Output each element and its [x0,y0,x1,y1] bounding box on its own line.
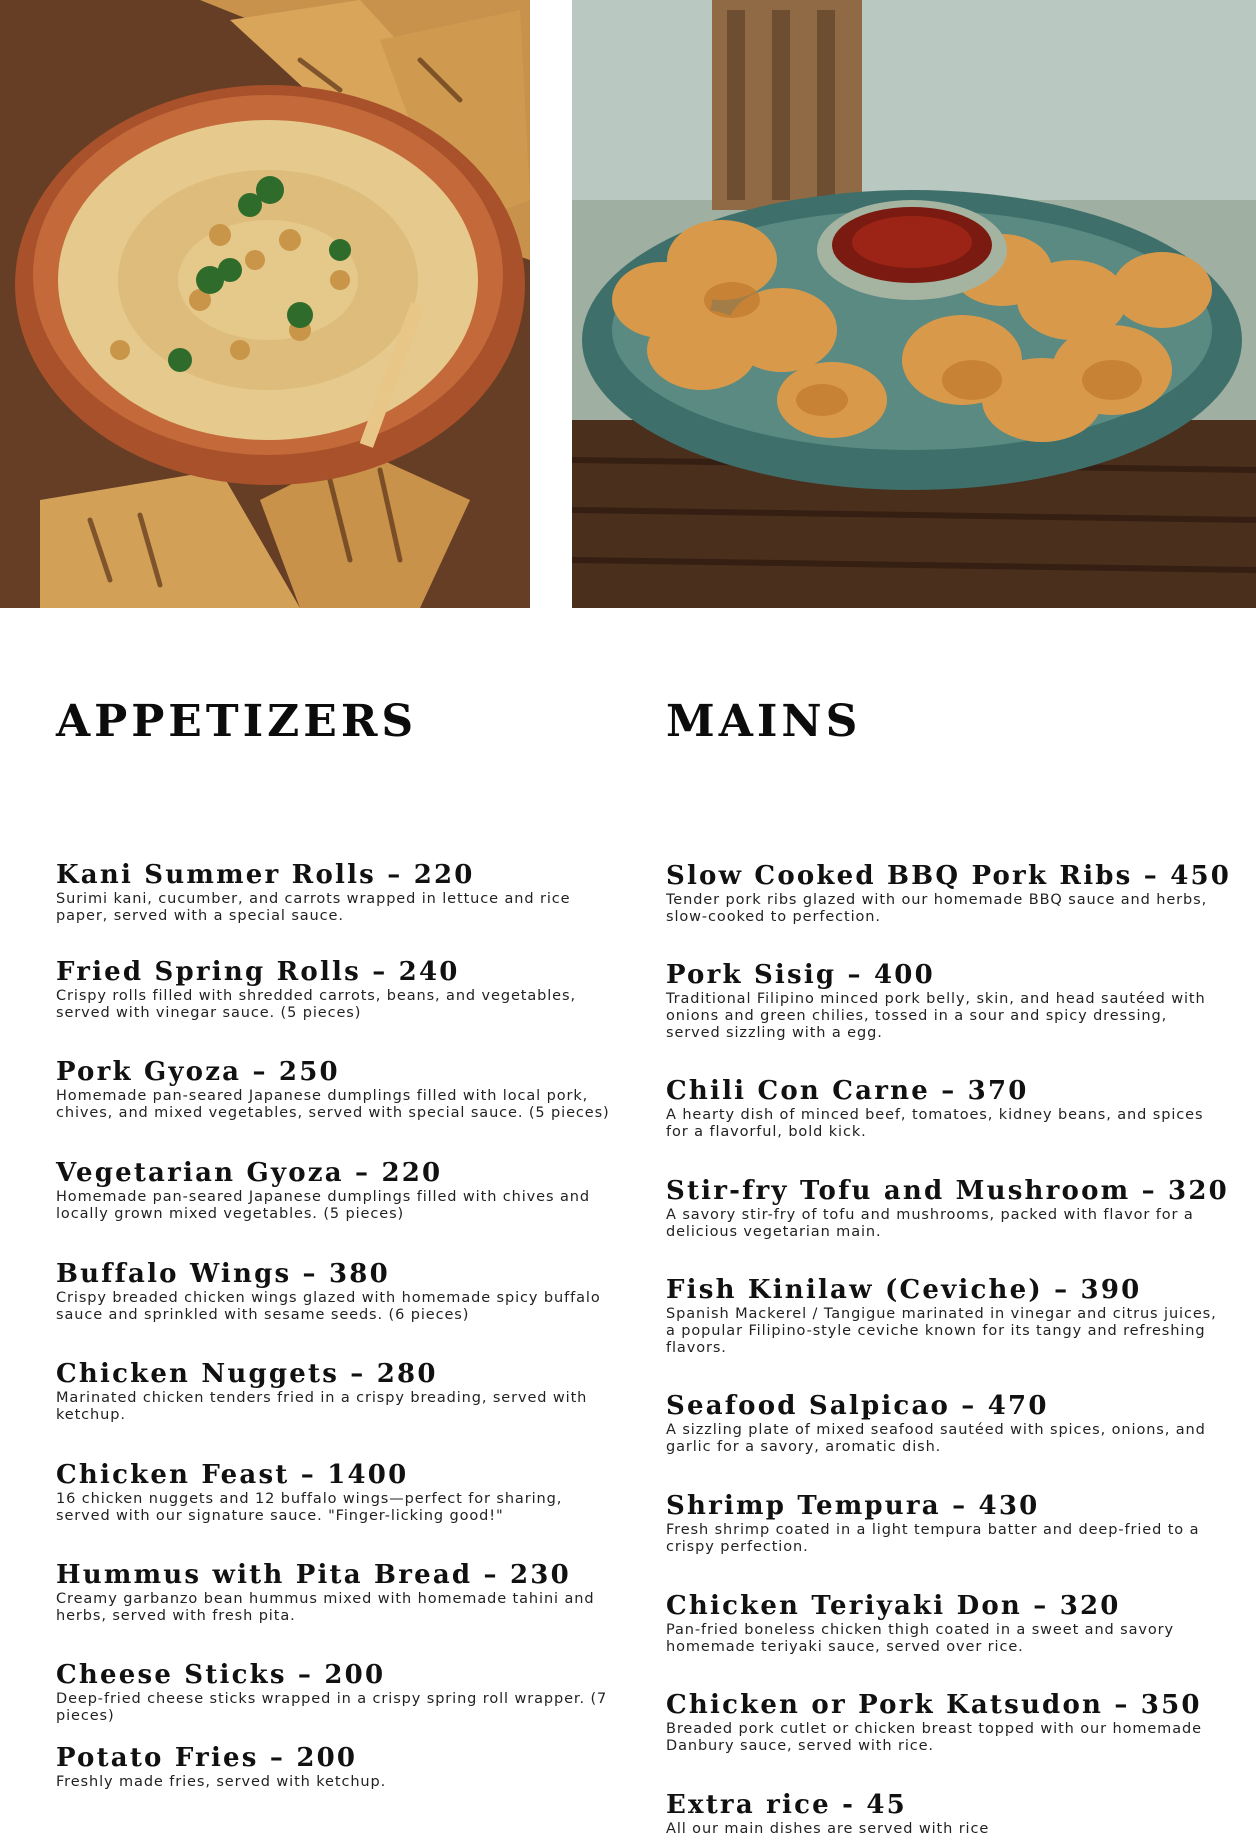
menu-item [666,1175,1229,1241]
menu-item [56,1742,616,1791]
item-description: Traditional Filipino minced pork belly, skin, and head sautéed with onions and green chilies, tossed in a sour and spicy dressing, served sizzling with a egg. [666,991,1206,1041]
menu-item [666,1390,1226,1456]
menu-item [666,1075,1226,1141]
item-name: Extra rice - 45 [666,1790,907,1820]
item-name: Chicken or Pork Katsudon – 350 [666,1690,1202,1720]
menu-item [56,1157,616,1223]
menu-item [56,859,616,925]
item-name: Chicken Nuggets – 280 [56,1359,438,1389]
item-name: Seafood Salpicao – 470 [666,1391,1049,1421]
item-description: A hearty dish of minced beef, tomatoes, kidney beans, and spices for a flavorful, bold kick. [666,1107,1204,1140]
menu-item [56,1459,616,1525]
item-name: Fried Spring Rolls – 240 [56,957,460,987]
item-description: 16 chicken nuggets and 12 buffalo wings—perfect for sharing, served with our signature sauce. "Finger-licking good!" [56,1491,563,1524]
item-name: Stir-fry Tofu and Mushroom – 320 [666,1176,1229,1206]
item-description: Fresh shrimp coated in a light tempura batter and deep-fried to a crispy perfection. [666,1522,1200,1555]
item-name: Slow Cooked BBQ Pork Ribs – 450 [666,861,1232,891]
item-description: Spanish Mackerel / Tangigue marinated in vinegar and citrus juices, a popular Filipino-style ceviche known for its tangy and refreshing flavors. [666,1306,1217,1356]
item-name: Potato Fries – 200 [56,1743,358,1773]
item-description: Homemade pan-seared Japanese dumplings filled with local pork, chives, and mixed vegetables, served with special sauce. (5 pieces) [56,1088,610,1121]
appetizers-heading: APPETIZERS [56,696,418,747]
fried-platter-photo [572,0,1256,608]
item-description: Deep-fried cheese sticks wrapped in a crispy spring roll wrapper. (7 pieces) [56,1691,608,1724]
item-name: Cheese Sticks – 200 [56,1660,386,1690]
item-description: A sizzling plate of mixed seafood sautéed with spices, onions, and garlic for a savory, aromatic dish. [666,1422,1206,1455]
item-description: Breaded pork cutlet or chicken breast topped with our homemade Danbury sauce, served with rice. [666,1721,1202,1754]
item-description: Tender pork ribs glazed with our homemade BBQ sauce and herbs, slow-cooked to perfection. [666,892,1208,925]
mains-section [666,690,1232,1837]
menu-item [56,1056,616,1122]
item-name: Chicken Feast – 1400 [56,1460,409,1490]
item-description: All our main dishes are served with rice [666,1821,990,1837]
item-description: Freshly made fries, served with ketchup. [56,1774,387,1790]
item-name: Buffalo Wings – 380 [56,1259,390,1289]
item-description: Surimi kani, cucumber, and carrots wrapped in lettuce and rice paper, served with a special sauce. [56,891,571,924]
hummus-photo [0,0,530,608]
menu-item [56,1258,616,1324]
item-name: Chili Con Carne – 370 [666,1076,1029,1106]
item-description: Marinated chicken tenders fried in a crispy breading, served with ketchup. [56,1390,588,1423]
item-name: Vegetarian Gyoza – 220 [56,1158,443,1188]
menu-item [666,1590,1226,1656]
menu-item [56,956,616,1022]
item-name: Pork Gyoza – 250 [56,1057,340,1087]
item-name: Shrimp Tempura – 430 [666,1491,1040,1521]
item-name: Kani Summer Rolls – 220 [56,860,475,890]
appetizers-section [56,690,616,1790]
menu-item [56,1559,616,1625]
item-description: Crispy rolls filled with shredded carrots, beans, and vegetables, served with vinegar sauce. (5 pieces) [56,988,576,1021]
menu-item [666,1490,1226,1556]
mains-heading: MAINS [666,696,862,747]
item-name: Pork Sisig – 400 [666,960,935,990]
menu-item [666,1274,1226,1357]
menu-item [666,1689,1226,1755]
menu-item [666,1789,1226,1838]
item-name: Hummus with Pita Bread – 230 [56,1560,571,1590]
menu-item [56,1659,616,1725]
menu-item [56,1358,616,1424]
item-description: Crispy breaded chicken wings glazed with homemade spicy buffalo sauce and sprinkled with sesame seeds. (6 pieces) [56,1290,601,1323]
item-description: Creamy garbanzo bean hummus mixed with homemade tahini and herbs, served with fresh pita. [56,1591,595,1624]
item-name: Chicken Teriyaki Don – 320 [666,1591,1121,1621]
item-description: Homemade pan-seared Japanese dumplings filled with chives and locally grown mixed vegetables. (5 pieces) [56,1189,590,1222]
item-name: Fish Kinilaw (Ceviche) – 390 [666,1275,1142,1305]
item-description: A savory stir-fry of tofu and mushrooms, packed with flavor for a delicious vegetarian main. [666,1207,1194,1240]
item-description: Pan-fried boneless chicken thigh coated in a sweet and savory homemade teriyaki sauce, served over rice. [666,1622,1174,1655]
menu-item [666,860,1232,926]
menu-item [666,959,1226,1042]
